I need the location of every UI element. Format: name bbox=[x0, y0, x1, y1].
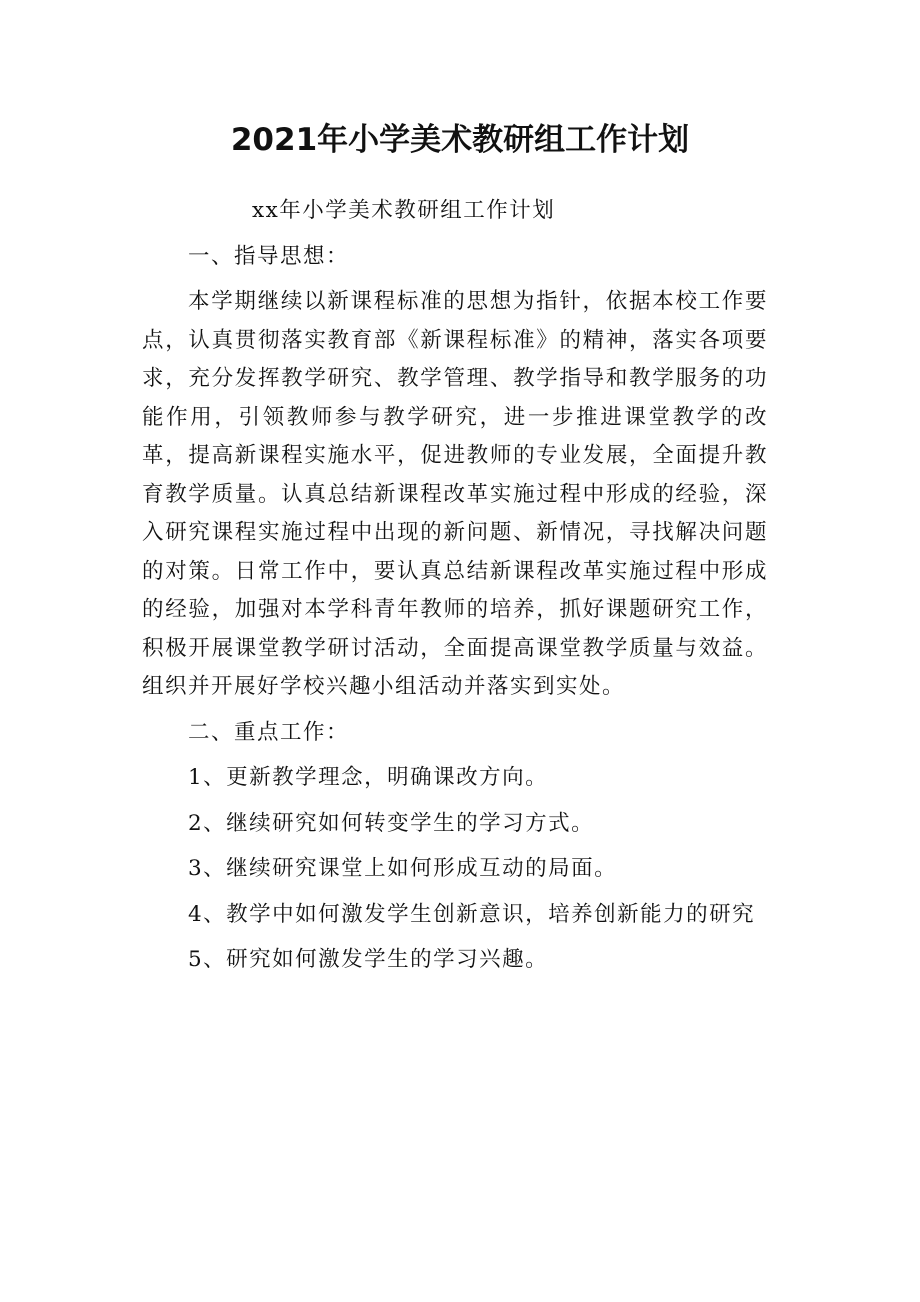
section-heading-key-work: 二、重点工作： bbox=[188, 719, 350, 745]
document-subtitle: xx年小学美术教研组工作计划 bbox=[252, 198, 556, 223]
key-work-item: 4、教学中如何激发学生创新意识，培养创新能力的研究 bbox=[188, 901, 756, 927]
key-work-item: 3、继续研究课堂上如何形成互动的局面。 bbox=[188, 856, 618, 881]
key-work-item: 2、继续研究如何转变学生的学习方式。 bbox=[188, 810, 595, 836]
section-body-guiding-thought: 本学期继续以新课程标准的思想为指针，依据本校工作要点，认真贯彻落实教育部《新课程标准》的精神，落实各项要求，充分发挥教学研究、教学管理、教学指导和教学服务的功能作用，引领教师参与教学研究，进一步推进课堂教学的改革，提高新课程实施水平，促进教师的专业发展，全面提升教育教学质量。认真总结新课程改革实施过程中形成的经验，深入研究课程实施过程中出现的新问题、新情况，寻找解决问题的对策。日常工作中，要认真总结新课程改革实施过程中形成的经验，加强对本学科青年教师的培养，抓好课题研究工作，积极开展课堂教学研讨活动，全面提高课堂教学质量与效益。组织并开展好学校兴趣小组活动并落实到实处。 bbox=[142, 289, 768, 699]
document-title: 2021年小学美术教研组工作计划 bbox=[230, 122, 690, 158]
section-heading-guiding-thought: 一、指导思想： bbox=[188, 243, 350, 269]
key-work-item: 5、研究如何激发学生的学习兴趣。 bbox=[188, 947, 549, 972]
key-work-item: 1、更新教学理念，明确课改方向。 bbox=[188, 765, 549, 790]
document-body bbox=[142, 192, 768, 987]
